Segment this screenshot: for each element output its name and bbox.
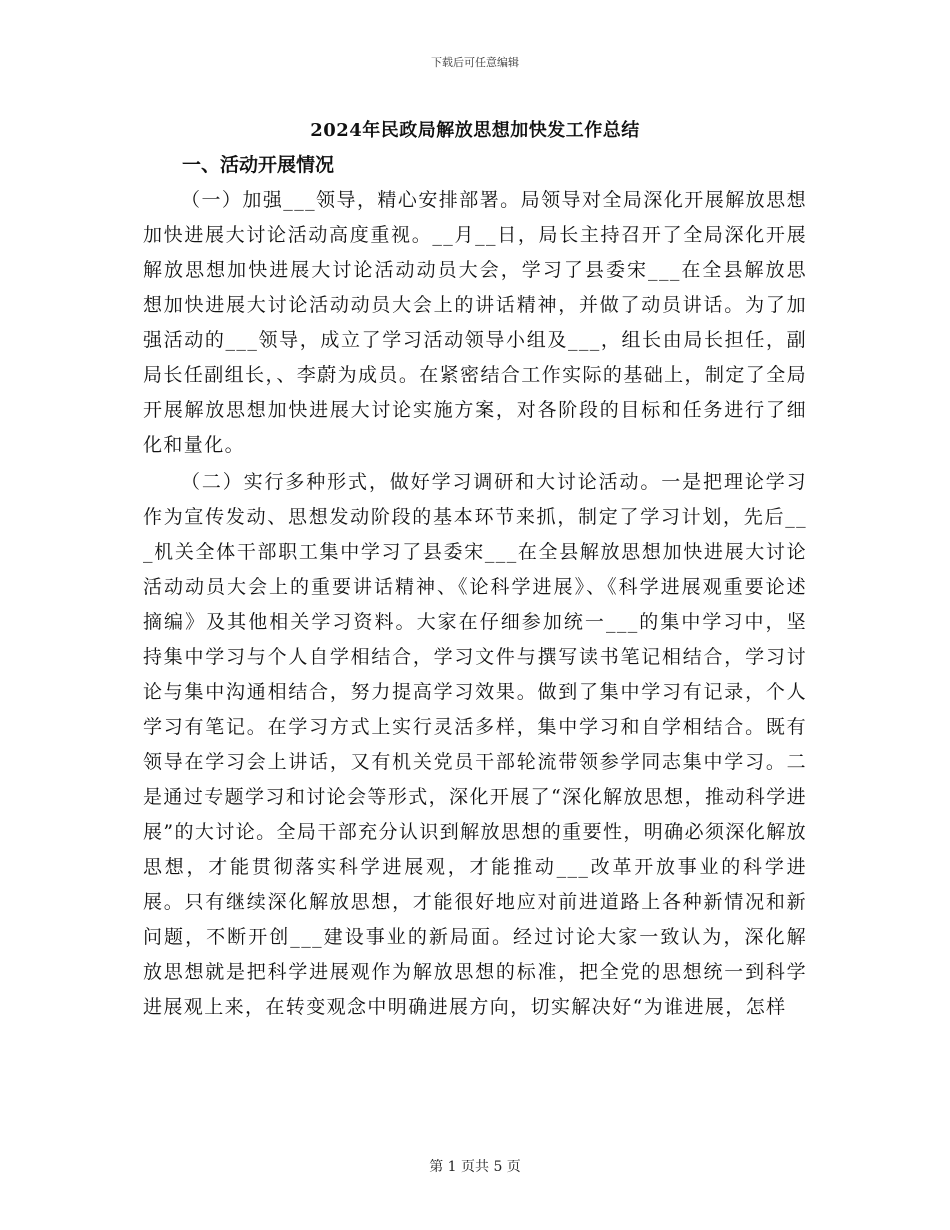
section-heading: 一、活动开展情况 — [182, 154, 335, 176]
document-body — [143, 183, 807, 1027]
page-header-note: 下载后可任意编辑 — [431, 56, 519, 69]
paragraph-2: （二）实行多种形式，做好学习调研和大讨论活动。一是把理论学习作为宣传发动、思想发动阶段的基本环节来抓，制定了学习计划，先后___机关全体干部职工集中学习了县委宋___在全县解放思想加快进展大讨论活动动员大会上的重要讲话精神、《论科学进展》、《科学进展观重要论述摘编》及其他相关学习资料。大家在仔细参加统一___的集中学习中，坚持集中学习与个人自学相结合，学习文件与撰写读书笔记相结合，学习讨论与集中沟通相结合，努力提高学习效果。做到了集中学习有记录，个人学习有笔记。在学习方式上实行灵活多样，集中学习和自学相结合。既有领导在学习会上讲话，又有机关党员干部轮流带领参学同志集中学习。二是通过专题学习和讨论会等形式，深化开展了“深化解放思想，推动科学进展”的大讨论。全局干部充分认识到解放思想的重要性，明确必须深化解放思想，才能贯彻落实科学进展观，才能推动___改革开放事业的科学进展。只有继续深化解放思想，才能很好地应对前进道路上各种新情况和新问题，不断开创___建设事业的新局面。经过讨论大家一致认为，深化解放思想就是把科学进展观作为解放思想的标准，把全党的思想统一到科学进展观上来，在转变观念中明确进展方向，切实解决好“为谁进展，怎样 — [143, 471, 807, 1018]
document-title: 2024年民政局解放思想加快发工作总结 — [310, 120, 640, 141]
page-number: 第 1 页共 5 页 — [429, 1159, 521, 1175]
paragraph-1: （一）加强___领导，精心安排部署。局领导对全局深化开展解放思想加快进展大讨论活动高度重视。__月__日，局长主持召开了全局深化开展解放思想加快进展大讨论活动动员大会，学习了县委宋___在全县解放思想加快进展大讨论活动动员大会上的讲话精神，并做了动员讲话。为了加强活动的___领导，成立了学习活动领导小组及___，组长由局长担任，副局长任副组长，、李蔚为成员。在紧密结合工作实际的基础上，制定了全局开展解放思想加快进展大讨论实施方案，对各阶段的目标和任务进行了细化和量化。 — [143, 189, 807, 456]
